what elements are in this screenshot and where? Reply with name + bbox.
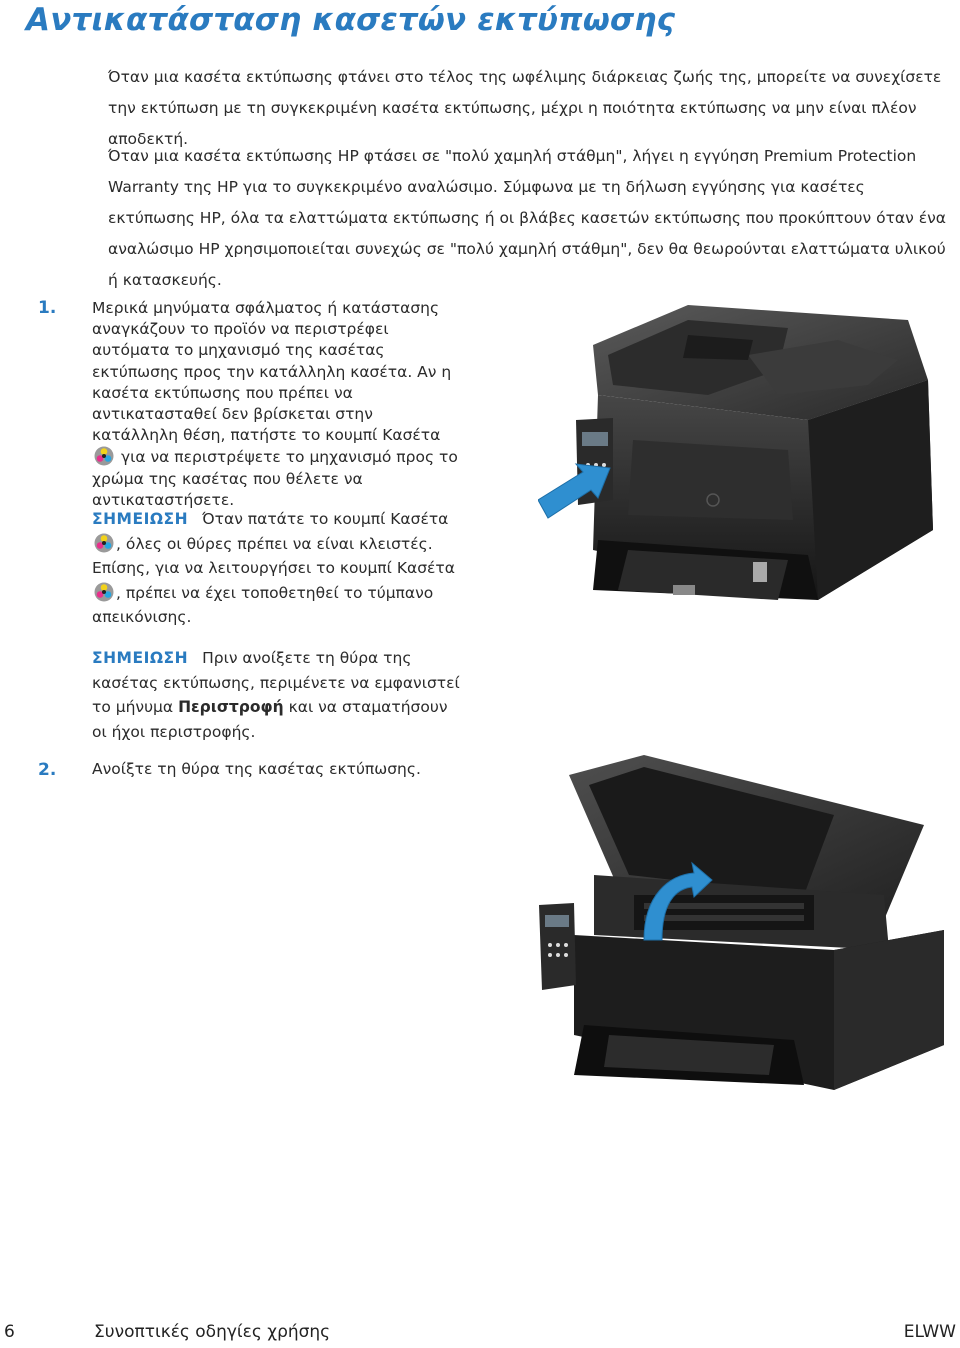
step-1-number: 1. [38,298,57,318]
page-title: Αντικατάσταση κασετών εκτύπωσης [26,2,676,38]
intro-paragraph-1: Όταν μια κασέτα εκτύπωσης φτάνει στο τέλος της ωφέλιμης διάρκειας ζωής της, μπορείτε να συνεχίσετε την εκτύπωση με τη συγκεκριμένη κασέτα εκτύπωσης, μέχρι η ποιότητα εκτύπωσης να μην είναι πλέον αποδεκτή. [108,68,942,148]
step-2-text: Ανοίξτε τη θύρα της κασέτας εκτύπωσης. [92,760,421,778]
page-footer [0,1322,960,1348]
guide-title: Συνοπτικές οδηγίες χρήσης [94,1322,331,1342]
printer-open-illustration [534,755,954,1100]
note-2-text-b: και να σταματήσουν οι ήχοι περιστροφής. [92,698,448,741]
document-code: ELWW [903,1322,956,1342]
step-1-text-b: για να περιστρέψετε το μηχανισμό προς το χρώμα της κασέτας που θέλετε να αντικαταστήσετε. [92,448,458,509]
intro-paragraph-2: Όταν μια κασέτα εκτύπωσης HP φτάσει σε "πολύ χαμηλή στάθμη", λήγει η εγγύηση Premium Protection Warranty της HP για το συγκεκριμένο αναλώσιμο. Σύμφωνα με τη δήλωση εγγύησης για κασέτες εκτύπωσης HP, όλα τα ελαττώματα εκτύπωσης ή οι βλάβες κασετών εκτύπωσης που προκύπτουν όταν ένα αναλώσιμο HP χρησιμοποιείται συνεχώς σε "πολύ χαμηλή στάθμη", δεν θα θεωρούνται ελαττώματα υλικού ή κατασκευής. [108,147,946,289]
note-1 [92,507,462,630]
page-number: 6 [4,1322,15,1342]
note-2-text-a: Πριν ανοίξετε τη θύρα της κασέτας εκτύπωσης, περιμένετε να εμφανιστεί το μήνυμα [92,649,460,716]
note-2-bold-message: Περιστροφή [178,698,284,716]
step-1-text-a: Μερικά μηνύματα σφάλματος ή κατάστασης αναγκάζουν το προϊόν να περιστρέφει αυτόματα το μηχανισμό της κασέτας εκτύπωσης προς την κατάλληλη κασέτα. Αν η κασέτα εκτύπωσης που πρέπει να αντικατασταθεί δεν βρίσκεται στην κατάλληλη θέση, πατήστε το κουμπί Κασέτα [92,299,452,445]
cartridge-button-icon [94,533,114,553]
note-2 [92,646,462,744]
note-1-label: ΣΗΜΕΙΩΣΗ [92,510,189,528]
cartridge-button-icon [94,582,114,602]
note-1-text-c: , πρέπει να έχει τοποθετηθεί το τύμπανο απεικόνισης. [92,583,434,626]
step-1-text [92,298,462,511]
note-2-label: ΣΗΜΕΙΩΣΗ [92,649,189,667]
note-1-text-b: , όλες οι θύρες πρέπει να είναι κλειστές. Επίσης, για να λειτουργήσει το κουμπί Κασέτα [92,534,455,577]
note-1-text-a: Όταν πατάτε το κουμπί Κασέτα [202,510,449,528]
printer-closed-illustration [538,300,948,620]
step-2-number: 2. [38,760,57,780]
cartridge-button-icon [94,446,114,466]
